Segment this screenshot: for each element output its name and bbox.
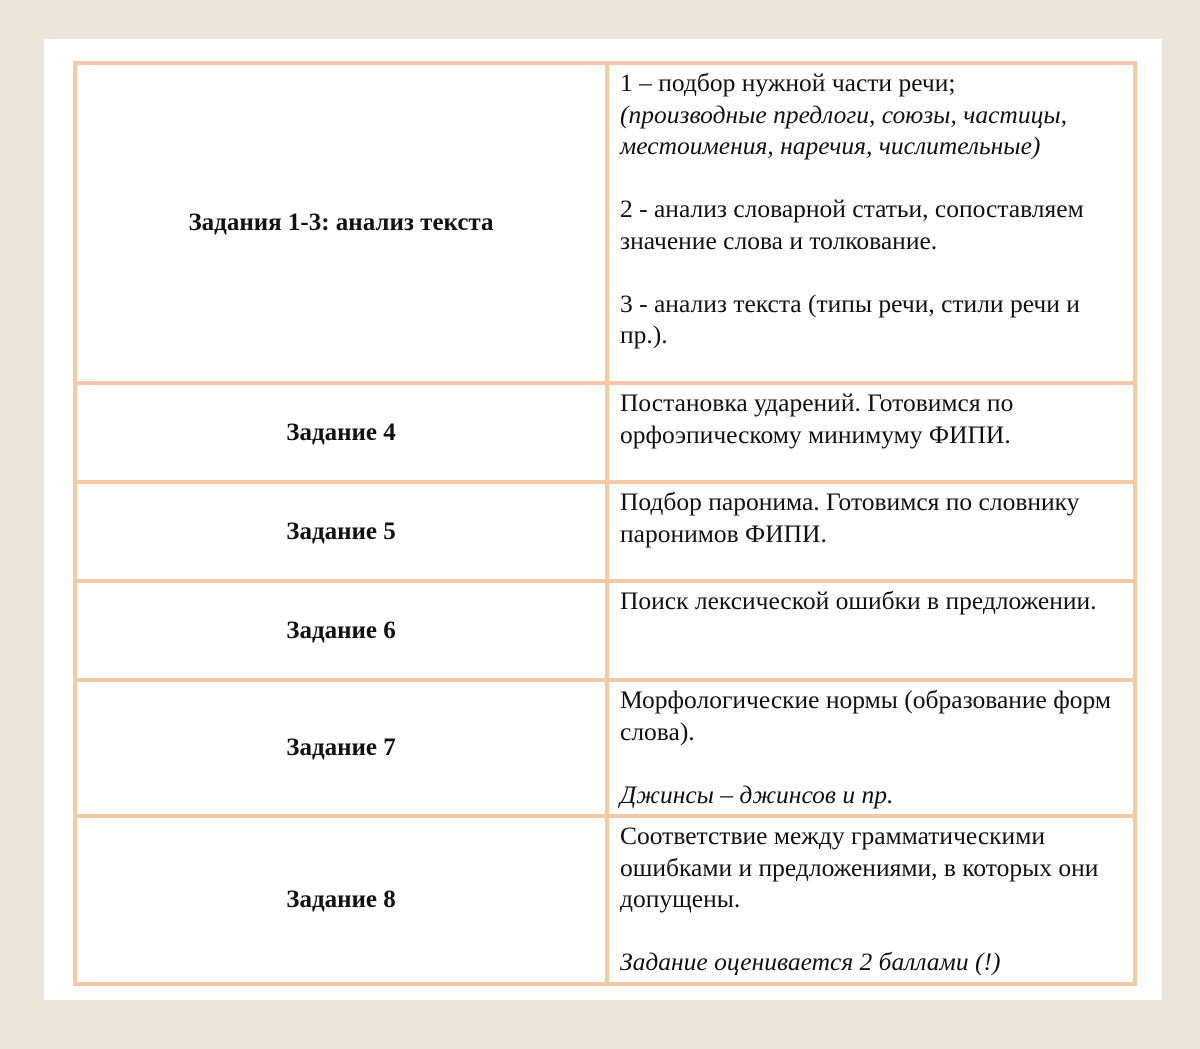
task-description-cell (607, 63, 1135, 383)
table-row (75, 63, 1135, 383)
description-text: Постановка ударений. Готовимся по орфоэпическому минимуму ФИПИ. (620, 388, 1014, 449)
paragraph-gap (620, 747, 1123, 779)
paragraph-gap (620, 915, 1123, 947)
task-description-cell (607, 383, 1135, 482)
task-description-cell (607, 581, 1135, 680)
description-text: Морфологические нормы (образование форм слова). (620, 685, 1112, 746)
task-name-cell (75, 581, 607, 680)
task-name: Задание 6 (286, 616, 396, 644)
task-name: Задание 5 (286, 517, 396, 545)
task-description-cell (607, 680, 1135, 816)
description-text: Соответствие между грамматическими ошибками и предложениями, в которых они допущены. (620, 821, 1099, 913)
table-row (75, 581, 1135, 680)
table-row (75, 680, 1135, 816)
description-note: Джинсы – джинсов и пр. (620, 779, 894, 809)
task-name-cell (75, 482, 607, 581)
table-row (75, 816, 1135, 984)
description-note: Задание оценивается 2 баллами (!) (620, 947, 1001, 976)
task-name: Задание 7 (286, 734, 396, 761)
task-name-cell (75, 63, 607, 383)
task-description-cell (607, 816, 1135, 984)
tasks-table (73, 61, 1137, 986)
paragraph-gap (620, 256, 1123, 288)
task-name-cell (75, 816, 607, 984)
task-name: Задание 8 (286, 885, 396, 913)
task-name-cell (75, 383, 607, 482)
description-line: 2 - анализ словарной статьи, сопоставляем значение слова и толкование. (620, 194, 1084, 255)
description-italic: (производные предлоги, союзы, частицы, местоимения, наречия, числительные) (620, 99, 1067, 160)
paragraph-gap (620, 162, 1123, 194)
description-text: Поиск лексической ошибки в предложении. (620, 586, 1097, 615)
task-name-cell (75, 680, 607, 816)
task-name: Задания 1-3: анализ текста (188, 209, 494, 236)
task-description-cell (607, 482, 1135, 581)
task-name: Задание 4 (286, 418, 396, 446)
table-row (75, 482, 1135, 581)
table-row (75, 383, 1135, 482)
description-line: 1 – подбор нужной части речи; (620, 68, 956, 97)
description-line: 3 - анализ текста (типы речи, стили речи и пр.). (620, 288, 1080, 349)
document-page (44, 39, 1162, 1000)
description-text: Подбор паронима. Готовимся по словнику паронимов ФИПИ. (620, 487, 1080, 548)
